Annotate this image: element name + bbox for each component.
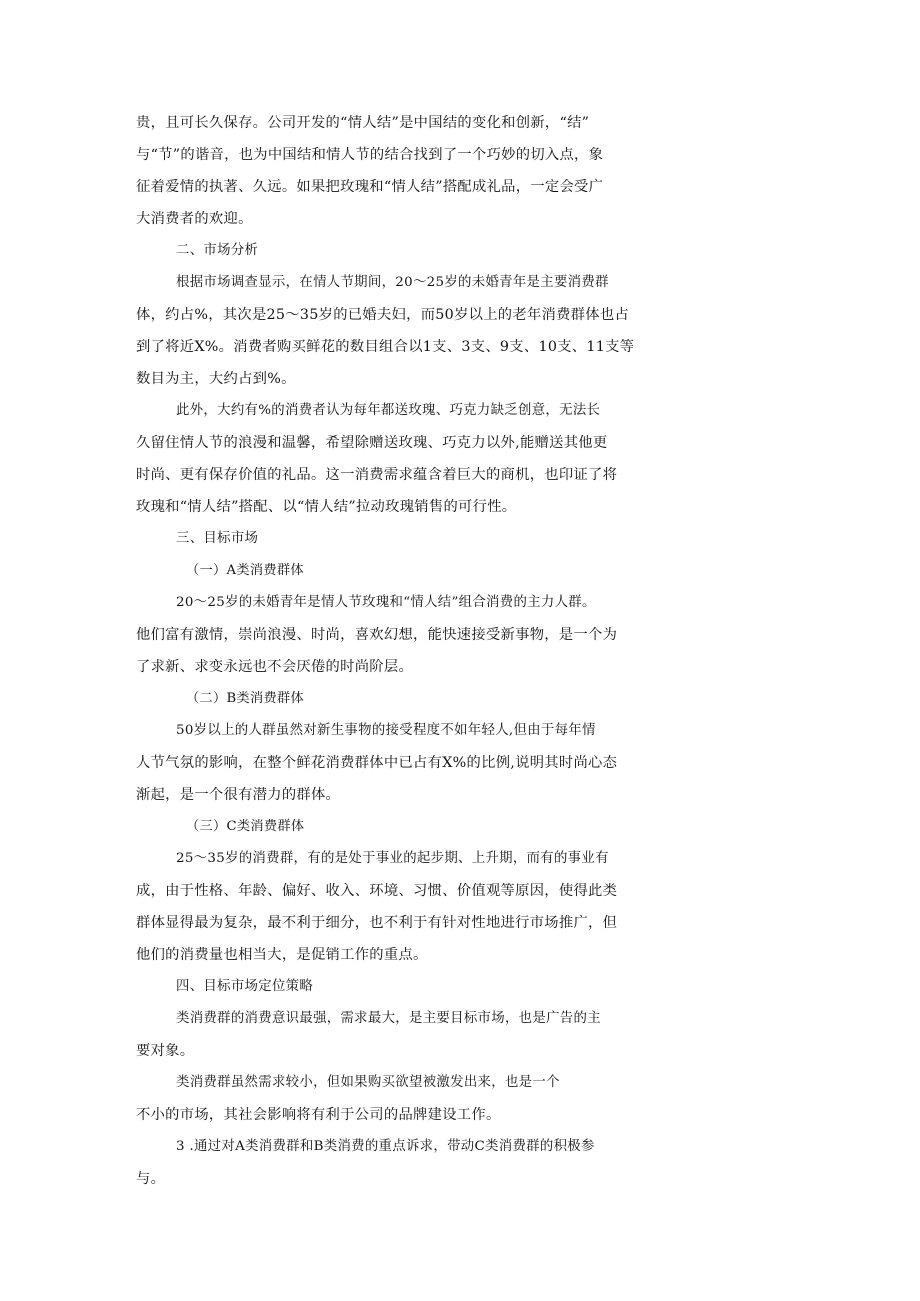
text-line: 久留住情人节的浪漫和温馨，希望除赠送玫瑰、巧克力以外,能赠送其他更 — [136, 435, 608, 451]
subsection-heading: （一）A类消费群体 — [186, 563, 304, 578]
section-heading: 四、目标市场定位策略 — [176, 979, 314, 994]
text-line: 20～25岁的未婚青年是情人节玫瑰和“情人结”组合消费的主力人群。 — [176, 595, 596, 610]
text-line: 他们富有激情，崇尚浪漫、时尚，喜欢幻想，能快速接受新事物，是一个为 — [136, 627, 618, 643]
text-line: 群体显得最为复杂，最不利于细分，也不利于有针对性地进行市场推广，但 — [136, 915, 618, 931]
text-line: 体，约占%，其次是25～35岁的已婚夫妇，而50岁以上的老年消费群体也占 — [136, 307, 630, 323]
text-line: 贵，且可长久保存。公司开发的“情人结”是中国结的变化和创新，“结” — [136, 115, 590, 131]
text-line: 要对象。 — [136, 1043, 195, 1059]
text-line: 根据市场调查显示，在情人节期间，20～25岁的未婚青年是主要消费群 — [176, 275, 609, 290]
subsection-heading: （三）C类消费群体 — [186, 819, 305, 834]
text-line: 时尚、更有保存价值的礼品。这一消费需求蕴含着巨大的商机，也印证了将 — [136, 467, 618, 483]
text-line: 征着爱情的执著、久远。如果把玫瑰和“情人结”搭配成礼品，一定会受广 — [136, 179, 604, 195]
text-line: 与。 — [136, 1171, 166, 1187]
text-line: 类消费群的消费意识最强，需求最大，是主要目标市场，也是广告的主 — [176, 1011, 601, 1026]
text-line: 玫瑰和“情人结”搭配、以“情人结”拉动玫瑰销售的可行性。 — [136, 499, 517, 515]
text-line: 3 .通过对A类消费群和B类消费的重点诉求，带动C类消费群的积极参 — [176, 1139, 595, 1154]
text-line: 到了将近X%。消费者购买鲜花的数目组合以1支、3支、9支、10支、11支等 — [136, 339, 635, 355]
text-line: 50岁以上的人群虽然对新生事物的接受程度不如年轻人,但由于每年情 — [176, 723, 596, 738]
text-line: 此外，大约有%的消费者认为每年都送玫瑰、巧克力缺乏创意，无法长 — [176, 403, 601, 418]
text-line: 与“节”的谐音，也为中国结和情人节的结合找到了一个巧妙的切入点，象 — [136, 147, 604, 163]
text-line: 了求新、求变永远也不会厌倦的时尚阶层。 — [136, 659, 414, 675]
text-line: 他们的消费量也相当大，是促销工作的重点。 — [136, 947, 428, 963]
text-line: 25～35岁的消费群，有的是处于事业的起步期、上升期，而有的事业有 — [176, 851, 609, 866]
subsection-heading: （二）B类消费群体 — [186, 691, 305, 706]
text-line: 成，由于性格、年龄、偏好、收入、环境、习惯、价值观等原因，使得此类 — [136, 883, 618, 899]
text-line: 类消费群虽然需求较小，但如果购买欲望被激发出来，也是一个 — [176, 1075, 560, 1090]
text-line: 渐起，是一个很有潜力的群体。 — [136, 787, 341, 803]
text-line: 不小的市场，其社会影响将有利于公司的品牌建设工作。 — [136, 1107, 501, 1123]
section-heading: 二、市场分析 — [176, 243, 259, 258]
section-heading: 三、目标市场 — [176, 531, 259, 546]
text-line: 数目为主，大约占到%。 — [136, 371, 296, 387]
text-line: 大消费者的欢迎。 — [136, 211, 253, 227]
text-line: 人节气氛的影响，在整个鲜花消费群体中已占有X%的比例,说明其时尚心态 — [136, 755, 618, 771]
